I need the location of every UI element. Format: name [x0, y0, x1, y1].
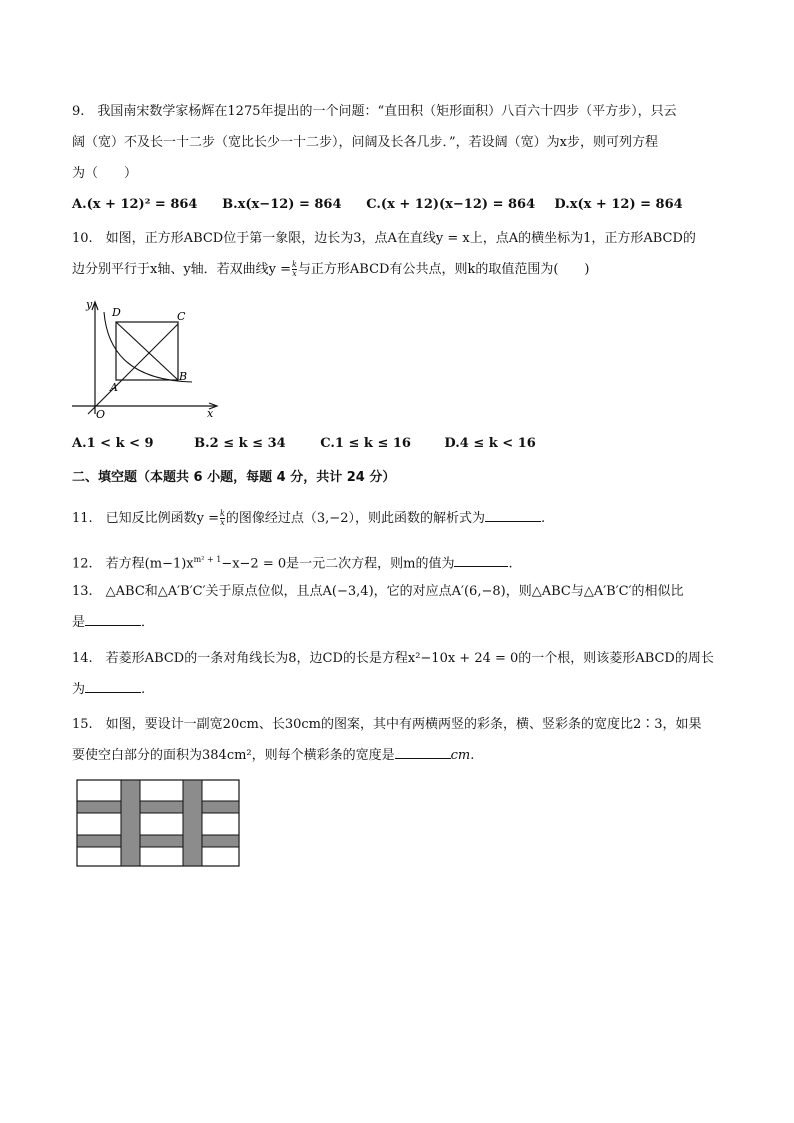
q12-end: . — [508, 556, 513, 572]
q10-line-2-a: 边分别平行于x轴、y轴．若双曲线y = — [72, 262, 292, 277]
q11-frac-num: k — [220, 509, 225, 518]
question-15 — [72, 709, 722, 771]
q10-line-2-b: 与正方形ABCD有公共点，则k的取值范围为( ) — [297, 262, 590, 277]
q12-exponent: m² + 1 — [193, 555, 222, 564]
q9-option-c[interactable]: C.(x + 12)(x−12) = 864 — [366, 197, 536, 212]
q15-answer-blank[interactable] — [395, 744, 451, 759]
q9-line-1: 9. 我国南宋数学家杨辉在1275年提出的一个问题：“直田积（矩形面积）八百六十四步（平方步），只云 — [72, 104, 677, 119]
vertical-stripe-1 — [121, 780, 140, 866]
q12-text-a: 12. 若方程(m−1)x — [72, 556, 194, 572]
diagonal-db — [116, 322, 178, 380]
q15-line-1: 15. 如图，要设计一副宽20cm、长30cm的图案，其中有两横两竖的彩条，横、竖彩条的宽度比2∶3，如果 — [72, 717, 702, 732]
q10-option-b[interactable]: B.2 ≤ k ≤ 34 — [194, 436, 286, 451]
q13-answer-blank[interactable] — [85, 611, 141, 626]
label-x: x — [207, 407, 214, 420]
vertical-stripe-2 — [183, 780, 202, 866]
q9-line-3: 为（ ） — [72, 166, 138, 181]
q13-line-1: 13. △ABC和△A′B′C′关于原点位似，且点A(−3,4)，它的对应点A′(6,−8)，则△ABC与△A′B′C′的相似比 — [72, 584, 684, 599]
q10-figure — [66, 296, 226, 422]
label-a: A — [110, 381, 118, 394]
q9-option-b[interactable]: B.x(x−12) = 864 — [222, 197, 342, 212]
q13-end: ． — [141, 615, 155, 630]
q10-options — [72, 428, 722, 459]
label-b: B — [179, 370, 188, 383]
q14-end: . — [141, 682, 146, 697]
q10-line-1: 10. 如图，正方形ABCD位于第一象限，边长为3，点A在直线y = x上，点A的横坐标为1，正方形ABCD的 — [72, 231, 696, 246]
q11-fraction — [220, 510, 225, 527]
q11-frac-den: x — [220, 518, 225, 527]
label-c: C — [177, 310, 186, 323]
section-2-title: 二、填空题（本题共 6 小题，每题 4 分，共计 24 分） — [72, 470, 396, 485]
question-11 — [72, 503, 722, 534]
q11-end: . — [540, 511, 546, 526]
q15-end: cm. — [450, 748, 475, 763]
q15-figure — [76, 779, 242, 869]
q10-fraction — [292, 261, 297, 278]
question-14 — [72, 643, 722, 705]
question-13 — [72, 576, 722, 638]
q10-frac-den: x — [292, 269, 297, 278]
horizontal-stripe-2 — [77, 835, 239, 847]
q10-line-2 — [72, 254, 722, 285]
q10-frac-num: k — [292, 260, 297, 269]
q9-option-d[interactable]: D.x(x + 12) = 864 — [554, 197, 683, 212]
q13-line-2: 是 — [72, 615, 86, 630]
question-9 — [72, 96, 722, 220]
q10-option-d[interactable]: D.4 ≤ k < 16 — [444, 436, 536, 451]
q9-option-a[interactable]: A.(x + 12)² = 864 — [72, 197, 198, 212]
question-12 — [72, 544, 722, 579]
horizontal-stripe-1 — [77, 801, 239, 813]
q15-line-2: 要使空白部分的面积为384cm²，则每个横彩条的宽度是 — [72, 748, 395, 763]
q10-option-c[interactable]: C.1 ≤ k ≤ 16 — [320, 436, 411, 451]
q9-line-2: 阔（宽）不及长一十二步（宽比长少一十二步），问阔及长各几步．”，若设阔（宽）为x步，则可列方程 — [72, 135, 658, 150]
question-10 — [72, 223, 722, 285]
q9-options — [72, 189, 722, 220]
q14-line-2: 为 — [72, 682, 86, 697]
label-o: O — [96, 408, 106, 421]
label-y: y — [86, 298, 93, 311]
label-d: D — [112, 306, 121, 319]
q12-answer-blank[interactable] — [454, 552, 508, 567]
q14-answer-blank[interactable] — [85, 678, 141, 693]
q10-option-a[interactable]: A.1 < k < 9 — [72, 436, 154, 451]
q11-text-a: 11. 已知反比例函数y = — [72, 511, 220, 526]
q11-text-b: 的图像经过点（3,−2），则此函数的解析式为 — [225, 511, 485, 526]
pattern-outline — [77, 780, 239, 866]
q12-text-b: −x−2 = 0是一元二次方程，则m的值为 — [221, 556, 455, 572]
q14-line-1: 14. 若菱形ABCD的一条对角线长为8，边CD的长是方程x²−10x + 24 = 0的一个根，则该菱形ABCD的周长 — [72, 651, 714, 666]
q11-answer-blank[interactable] — [485, 507, 541, 522]
